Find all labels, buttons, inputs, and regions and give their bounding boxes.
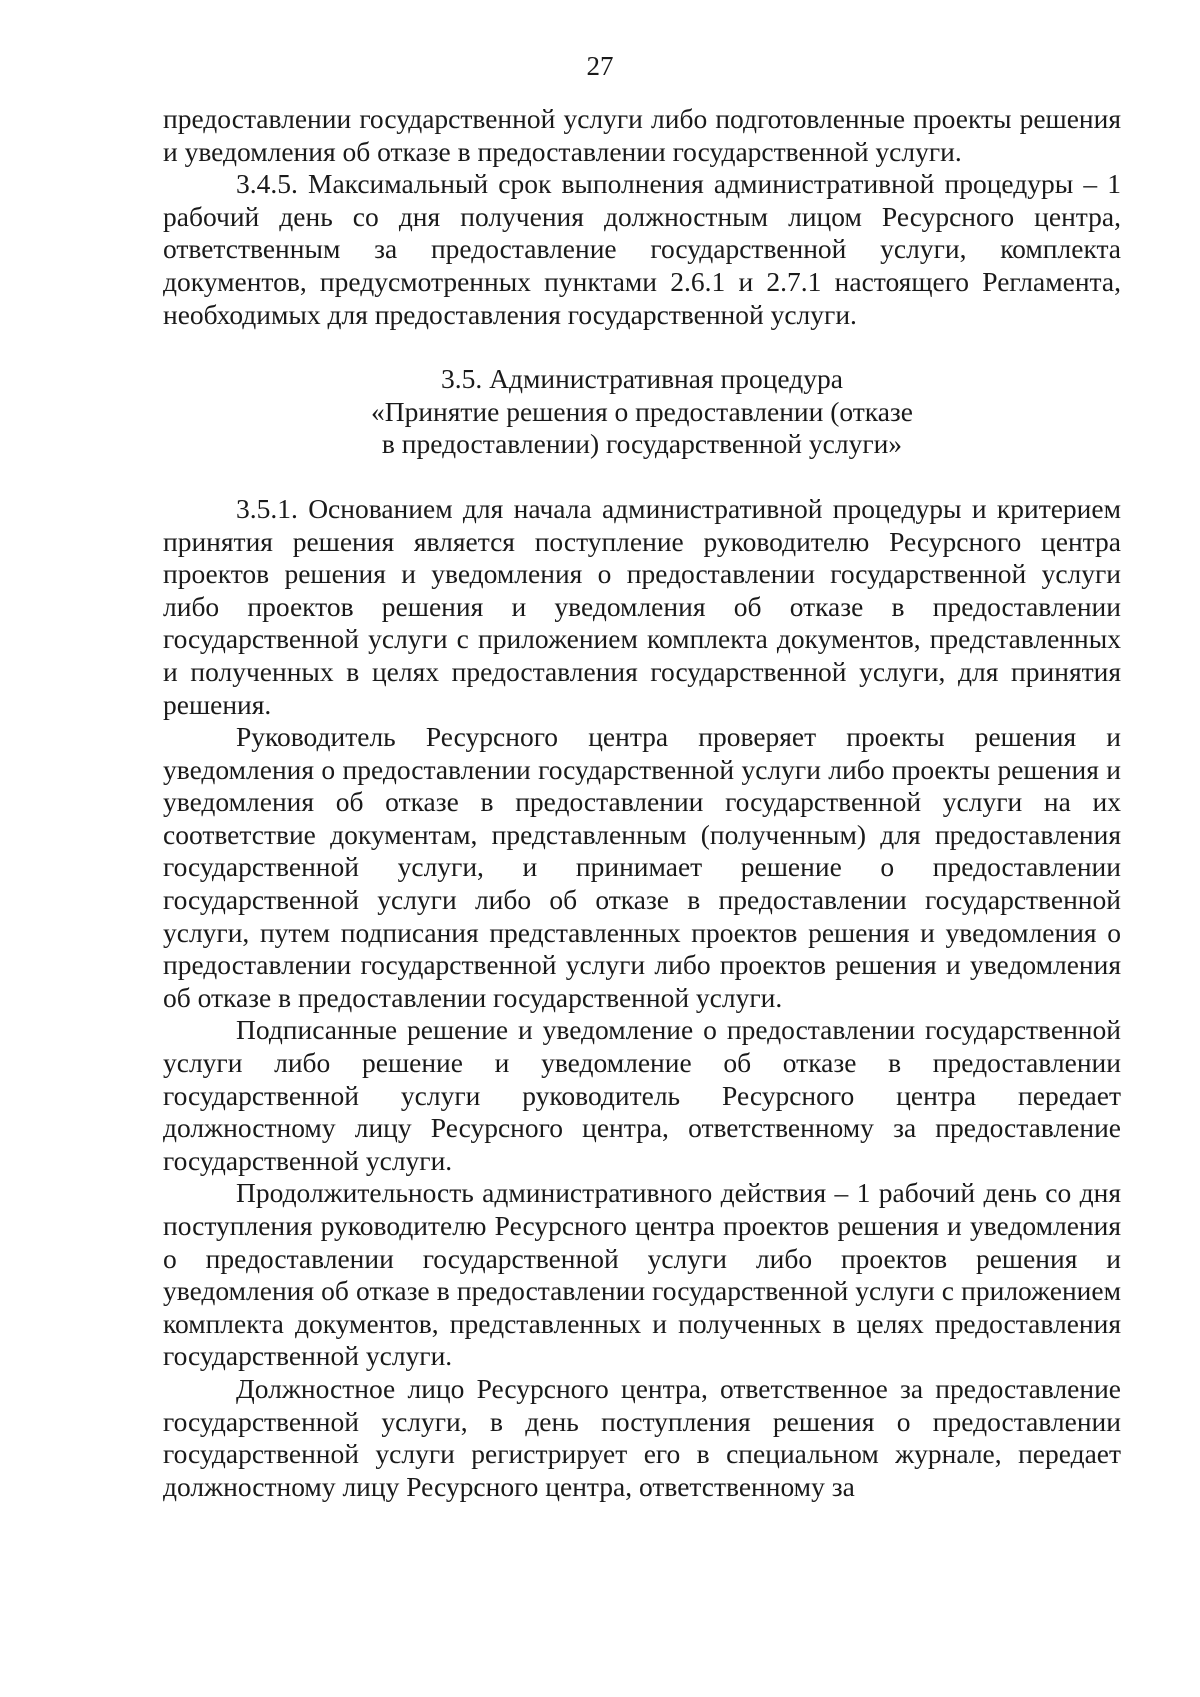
section-heading-line: в предоставлении) государственной услуги» — [381, 428, 903, 460]
paragraph-3-5-1: 3.5.1. Основанием для начала административной процедуры и критерием принятия решения является поступление руководителю Ресурсного центра проектов решения и уведомления о предоставлении государственной услуги либо проектов решения и уведомления об отказе в предоставлении государственной услуги с приложением комплекта документов, представленных и полученных в целях предоставления государственной услуги, для принятия решения. — [163, 492, 1121, 720]
section-heading-line: «Принятие решения о предоставлении (отказе — [370, 395, 914, 427]
page-number: 27 — [586, 51, 614, 81]
paragraph-official-registers: Должностное лицо Ресурсного центра, ответственное за предоставление государственной услуги, в день поступления решения о предоставлении государственной услуги регистрирует его в специальном журнале, передает должностному лицу Ресурсного центра, ответственному за — [163, 1372, 1121, 1502]
paragraph-signed-decision: Подписанные решение и уведомление о предоставлении государственной услуги либо решение и уведомление об отказе в предоставлении государственной услуги руководитель Ресурсного центра передает должностному лицу Ресурсного центра, ответственному за предоставление государственной услуги. — [163, 1014, 1121, 1176]
document-body — [163, 103, 1121, 1503]
paragraph-head-review: Руководитель Ресурсного центра проверяет проекты решения и уведомления о предоставлении государственной услуги либо проекты решения и уведомления об отказе в предоставлении государственной услуги на их соответствие документам, представленным (полученным) для предоставления государственной услуги, и принимает решение о предоставлении государственной услуги либо об отказе в предоставлении государственной услуги, путем подписания представленных проектов решения и уведомления о предоставлении государственной услуги либо проектов решения и уведомления об отказе в предоставлении государственной услуги. — [163, 721, 1121, 1013]
paragraph-continuation: предоставлении государственной услуги либо подготовленные проекты решения и уведомления об отказе в предоставлении государственной услуги. — [163, 103, 1121, 167]
section-heading — [163, 363, 1121, 461]
paragraph-3-4-5: 3.4.5. Максимальный срок выполнения административной процедуры – 1 рабочий день со дня получения должностным лицом Ресурсного центра, ответственным за предоставление государственной услуги, комплекта документов, предусмотренных пунктами 2.6.1 и 2.7.1 настоящего Регламента, необходимых для предоставления государственной услуги. — [163, 168, 1121, 330]
paragraph-duration: Продолжительность административного действия – 1 рабочий день со дня поступления руководителю Ресурсного центра проектов решения и уведомления о предоставлении государственной услуги либо проектов решения и уведомления об отказе в предоставлении государственной услуги с приложением комплекта документов, представленных и полученных в целях предоставления государственной услуги. — [163, 1177, 1121, 1372]
section-heading-line: 3.5. Административная процедура — [441, 363, 843, 395]
